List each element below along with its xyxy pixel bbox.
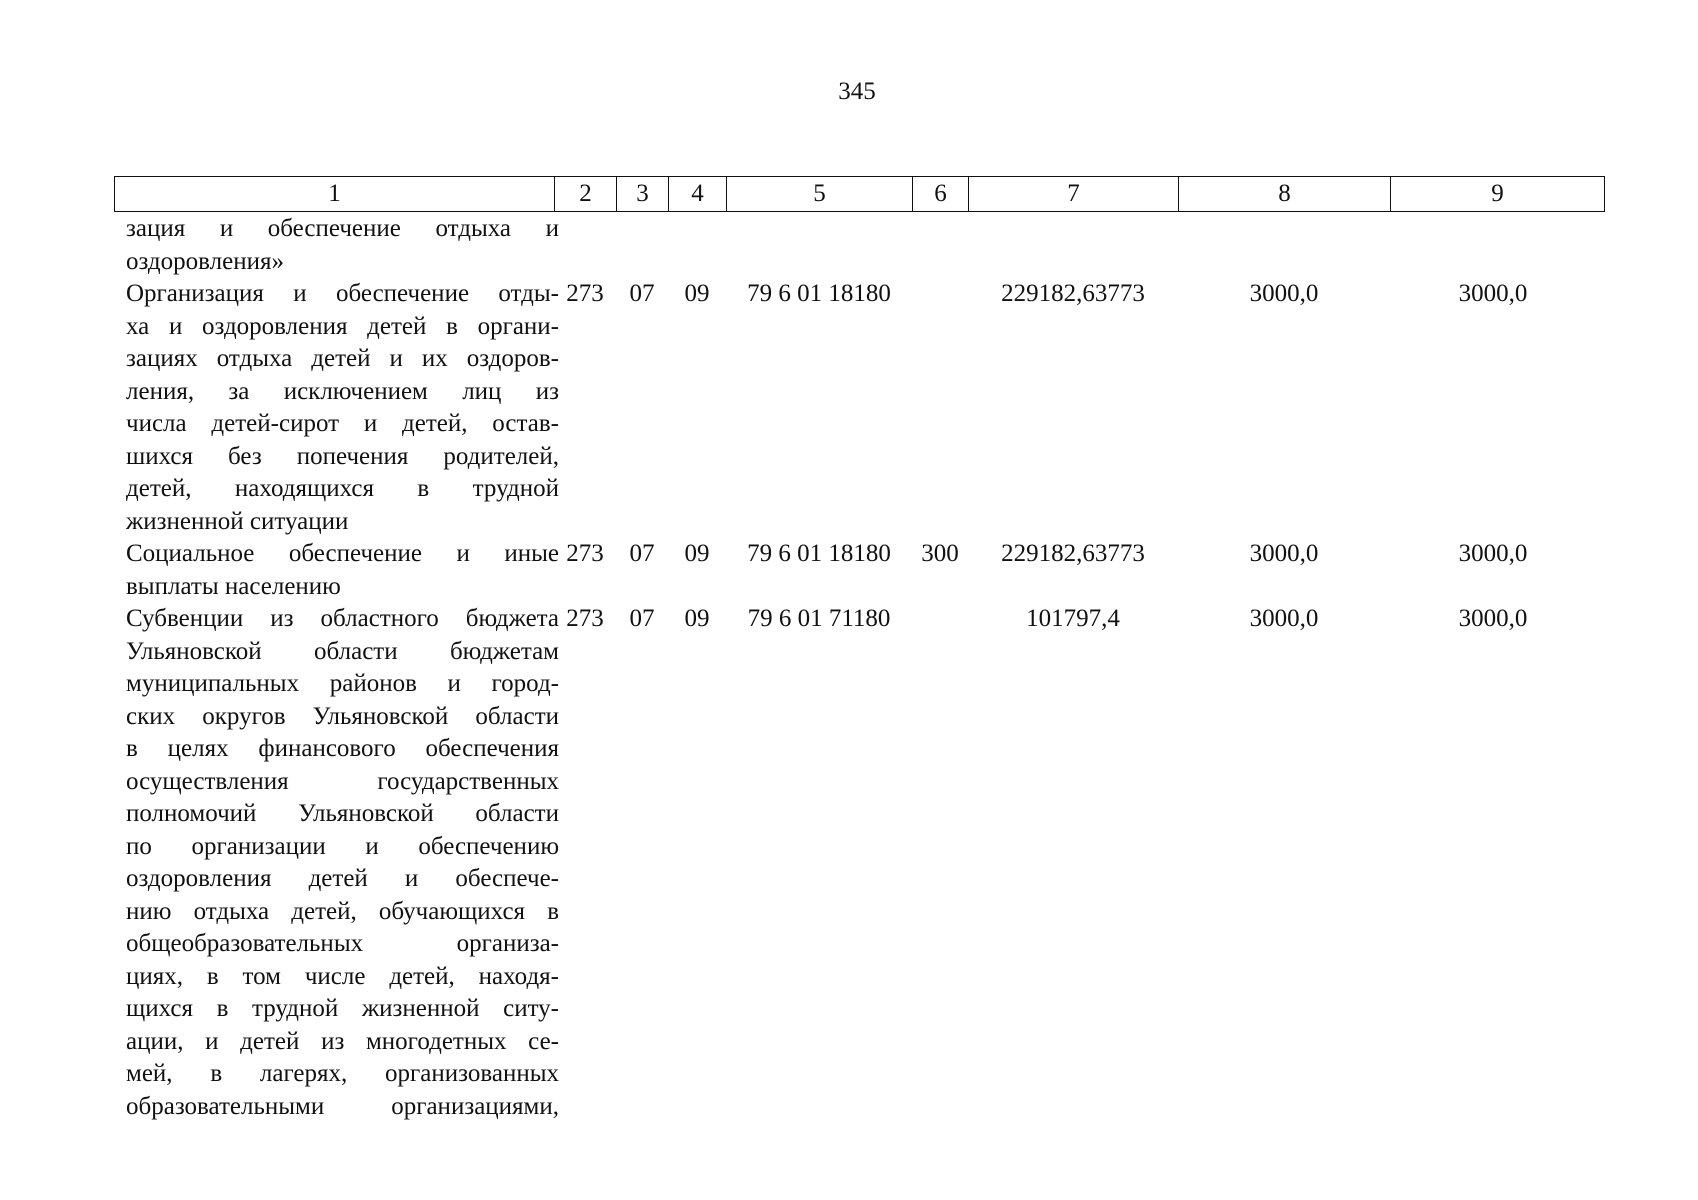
cell-col-6: 300 bbox=[921, 540, 959, 567]
row-name-line: числа детей-сирот и детей, остав- bbox=[126, 410, 559, 437]
table-row bbox=[114, 603, 1604, 1123]
cell-col-8: 3000,0 bbox=[1249, 540, 1319, 567]
cell-col-3: 07 bbox=[629, 605, 655, 632]
row-name bbox=[114, 538, 559, 603]
row-name-line: оздоровления детей и обеспече- bbox=[126, 865, 559, 892]
column-header-8: 8 bbox=[1179, 177, 1391, 212]
row-name-line: осуществления государственных bbox=[126, 767, 559, 795]
row-name bbox=[114, 213, 559, 278]
cell-col-7: 101797,4 bbox=[1026, 605, 1120, 632]
row-name-line: ации, и детей из многодетных се- bbox=[126, 1027, 559, 1055]
row-name-line: ских округов Ульяновской области bbox=[126, 702, 559, 730]
row-name-line: оздоровления» bbox=[126, 247, 284, 275]
column-header-6: 6 bbox=[913, 177, 969, 212]
cell-col-8: 3000,0 bbox=[1249, 280, 1319, 307]
cell-col-7: 229182,63773 bbox=[1001, 280, 1145, 307]
page-number: 345 bbox=[838, 78, 876, 105]
table-row bbox=[114, 538, 1604, 603]
cell-col-2: 273 bbox=[566, 280, 604, 307]
row-name-line: циях, в том числе детей, находя- bbox=[126, 962, 559, 990]
cell-col-4: 09 bbox=[684, 540, 710, 567]
row-name-line: ления, за исключением лиц из bbox=[126, 377, 559, 405]
cell-col-2: 273 bbox=[566, 540, 604, 567]
row-name-line: щихся в трудной жизненной ситу- bbox=[126, 995, 559, 1022]
column-header-4: 4 bbox=[669, 177, 727, 212]
row-name-line: нию отдыха детей, обучающихся в bbox=[126, 897, 559, 925]
table-row bbox=[114, 213, 1604, 278]
row-name-line: муниципальных районов и город- bbox=[126, 670, 559, 697]
row-name-line: Организация и обеспечение отды- bbox=[126, 280, 559, 307]
cell-col-9: 3000,0 bbox=[1458, 540, 1528, 567]
column-header-row bbox=[114, 176, 1605, 212]
row-name-line: в целях финансового обеспечения bbox=[126, 735, 559, 762]
cell-col-9: 3000,0 bbox=[1458, 605, 1528, 632]
cell-col-4: 09 bbox=[684, 280, 710, 307]
row-name-line: общеобразовательных организа- bbox=[126, 930, 559, 957]
table-body bbox=[114, 213, 1604, 1123]
cell-col-2: 273 bbox=[566, 605, 604, 632]
cell-col-7: 229182,63773 bbox=[1001, 540, 1145, 567]
cell-col-5: 79 6 01 71180 bbox=[747, 605, 891, 632]
cell-col-5: 79 6 01 18180 bbox=[747, 540, 891, 567]
column-header-1: 1 bbox=[115, 177, 555, 212]
row-name-line: выплаты населению bbox=[126, 572, 341, 600]
row-name-line: детей, находящихся в трудной bbox=[126, 475, 559, 502]
column-header-2: 2 bbox=[555, 177, 617, 212]
cell-col-8: 3000,0 bbox=[1249, 605, 1319, 632]
cell-col-5: 79 6 01 18180 bbox=[747, 280, 891, 307]
row-name-line: зация и обеспечение отдыха и bbox=[126, 215, 559, 242]
table-row bbox=[114, 278, 1604, 538]
row-name-line: образовательными организациями, bbox=[126, 1092, 559, 1120]
column-header-7: 7 bbox=[969, 177, 1179, 212]
row-name-line: ха и оздоровления детей в органи- bbox=[126, 312, 559, 340]
row-name-line: мей, в лагерях, организованных bbox=[126, 1060, 559, 1087]
cell-col-9: 3000,0 bbox=[1458, 280, 1528, 307]
row-name-line: полномочий Ульяновской области bbox=[126, 800, 559, 827]
row-name-line: по организации и обеспечению bbox=[126, 832, 559, 860]
row-name-line: зациях отдыха детей и их оздоров- bbox=[126, 345, 559, 372]
column-header-9: 9 bbox=[1391, 177, 1605, 212]
row-name-line: Ульяновской области бюджетам bbox=[126, 637, 559, 665]
column-header-5: 5 bbox=[727, 177, 913, 212]
cell-col-3: 07 bbox=[629, 280, 655, 307]
column-header-3: 3 bbox=[617, 177, 669, 212]
cell-col-3: 07 bbox=[629, 540, 655, 567]
row-name-line: Социальное обеспечение и иные bbox=[126, 540, 559, 567]
cell-col-4: 09 bbox=[684, 605, 710, 632]
row-name-line: шихся без попечения родителей, bbox=[126, 442, 559, 470]
row-name bbox=[114, 278, 559, 538]
row-name bbox=[114, 603, 559, 1123]
row-name-line: Субвенции из областного бюджета bbox=[126, 605, 559, 632]
row-name-line: жизненной ситуации bbox=[126, 507, 349, 535]
